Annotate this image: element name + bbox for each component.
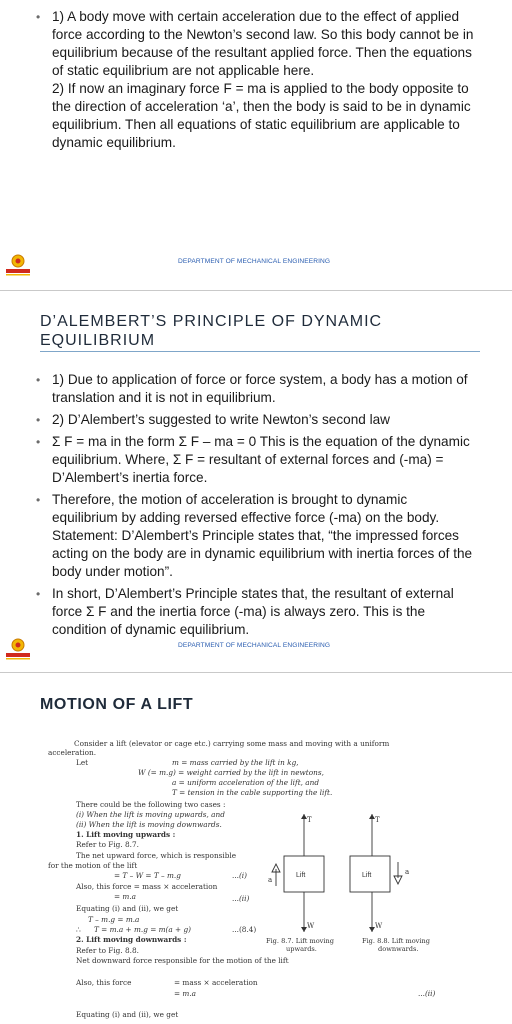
slide-motion-of-lift	[0, 674, 512, 1024]
weight-label: W	[375, 922, 383, 930]
section-heading: 1. Lift moving upwards :	[76, 830, 176, 839]
lift-label: Lift	[362, 872, 372, 879]
bullet-item	[30, 8, 475, 152]
bullet-text: 2) D’Alembert’s suggested to write Newton’s second law	[52, 412, 390, 427]
department-label: DEPARTMENT OF MECHANICAL ENGINEERING	[178, 642, 331, 649]
equation: = m.a	[114, 892, 137, 901]
equation: = m.a	[174, 989, 197, 998]
bullet-text: 1) Due to application of force or force system, a body has a motion of translation and it is not in equilibrium.	[52, 372, 468, 405]
definition: W (= m.g) = weight carried by the lift in newtons,	[138, 768, 324, 777]
equation-number: ...(ii)	[418, 989, 436, 998]
slide-footer	[0, 636, 512, 662]
text-line: The net upward force, which is responsible	[76, 851, 237, 860]
equation-number: ...(i)	[232, 871, 247, 880]
slide-title: MOTION OF A LIFT	[40, 696, 194, 713]
bullet-text: Therefore, the motion of acceleration is brought to dynamic equilibrium by adding reversed effective force (-ma) on the body. Statement: D’Alembert’s Principle states that, “the impressed forces acting on the body are in dynamic equilibrium with inertia forces of the body under motion”.	[52, 492, 473, 579]
text-line: Let	[76, 758, 89, 767]
lift-upwards-diagram	[262, 814, 352, 944]
college-logo-icon	[4, 252, 34, 276]
text-line: Net downward force responsible for the motion of the lift	[76, 956, 289, 965]
bullet-icon: •	[36, 413, 41, 427]
weight-label: W	[307, 922, 315, 930]
bullet-item	[30, 491, 475, 581]
bullet-icon: •	[36, 10, 41, 24]
text-line: (i) When the lift is moving upwards, and	[76, 810, 225, 819]
bullet-list	[30, 371, 475, 639]
therefore-symbol: ∴	[76, 925, 81, 934]
text-line: acceleration.	[48, 748, 97, 757]
bullet-item	[30, 433, 475, 487]
text-line: There could be the following two cases :	[76, 800, 226, 809]
text-line: Also, this force = mass × acceleration	[76, 882, 218, 891]
text-line: Also, this force	[76, 978, 132, 987]
figure-caption: Fig. 8.8. Lift moving	[362, 937, 430, 945]
slide-divider	[0, 672, 512, 673]
slide-dynamic-equilibrium-notes	[0, 0, 512, 290]
definition: a = uniform acceleration of the lift, and	[172, 778, 320, 787]
text-line: Refer to Fig. 8.8.	[76, 946, 139, 955]
acceleration-label: a	[405, 868, 410, 876]
equation-number: ...(8.4)	[232, 925, 257, 934]
figure-caption: Fig. 8.7. Lift moving	[266, 937, 334, 945]
equation: = mass × acceleration	[174, 978, 258, 987]
bullet-icon: •	[36, 587, 41, 601]
definition: m = mass carried by the lift in kg,	[172, 758, 299, 767]
text-line: Equating (i) and (ii), we get	[76, 904, 179, 913]
acceleration-label: a	[268, 876, 273, 884]
bullet-item	[30, 371, 475, 407]
equation-number: ...(ii)	[232, 894, 250, 903]
section-heading: 2. Lift moving downwards :	[76, 935, 187, 944]
text-line: Refer to Fig. 8.7.	[76, 840, 139, 849]
college-logo-icon	[4, 636, 34, 660]
tension-label: T	[375, 816, 380, 824]
slide-divider	[0, 290, 512, 291]
figure-caption: upwards.	[286, 945, 317, 953]
slide-footer	[0, 252, 512, 278]
lift-downwards-diagram	[346, 814, 436, 944]
equation: = T – W = T – m.g	[114, 871, 181, 880]
equation: T – m.g = m.a	[88, 915, 140, 924]
bullet-text-2: 2) If now an imaginary force F = ma is applied to the body opposite to the direction of acceleration ‘a’, then the body is said to be in dynamic equilibrium. Then all equations of static equilibrium are applicable to dynamic equilibrium.	[52, 81, 471, 150]
text-line: for the motion of the lift	[48, 861, 138, 870]
bullet-text: In short, D’Alembert’s Principle states that, the resultant of external force Σ F and the inertia force (-ma) is always zero. This is the condition of dynamic equilibrium.	[52, 586, 454, 637]
definition: T = tension in the cable supporting the lift.	[172, 788, 333, 797]
text-line: Equating (i) and (ii), we get	[76, 1010, 179, 1019]
department-label: DEPARTMENT OF MECHANICAL ENGINEERING	[178, 258, 331, 265]
bullet-item	[30, 411, 475, 429]
bullet-list	[30, 8, 475, 152]
equation: T = m.a + m.g = m(a + g)	[94, 925, 192, 934]
bullet-icon: •	[36, 435, 41, 449]
text-line: Consider a lift (elevator or cage etc.) carrying some mass and moving with a uniform	[74, 739, 390, 748]
bullet-item	[30, 585, 475, 639]
bullet-text: Σ F = ma in the form Σ F – ma = 0 This is the equation of the dynamic equilibrium. Where, Σ F = resultant of external forces and (-ma) = D’Alembert’s inertia force.	[52, 434, 470, 485]
slide-dalembert-principle	[0, 292, 512, 672]
slide-title: D’ALEMBERT’S PRINCIPLE OF DYNAMIC EQUILIBRIUM	[40, 312, 480, 352]
bullet-text-1: 1) A body move with certain acceleration due to the effect of applied force according to the Newton’s second law. So this body cannot be in equilibrium because of the resultant applied force. Then the equations of static equilibrium are not applicable here.	[52, 9, 474, 78]
text-line: (ii) When the lift is moving downwards.	[76, 820, 222, 829]
lift-label: Lift	[296, 872, 306, 879]
figure-caption: downwards.	[378, 945, 419, 953]
bullet-icon: •	[36, 373, 41, 387]
tension-label: T	[307, 816, 312, 824]
bullet-icon: •	[36, 493, 41, 507]
